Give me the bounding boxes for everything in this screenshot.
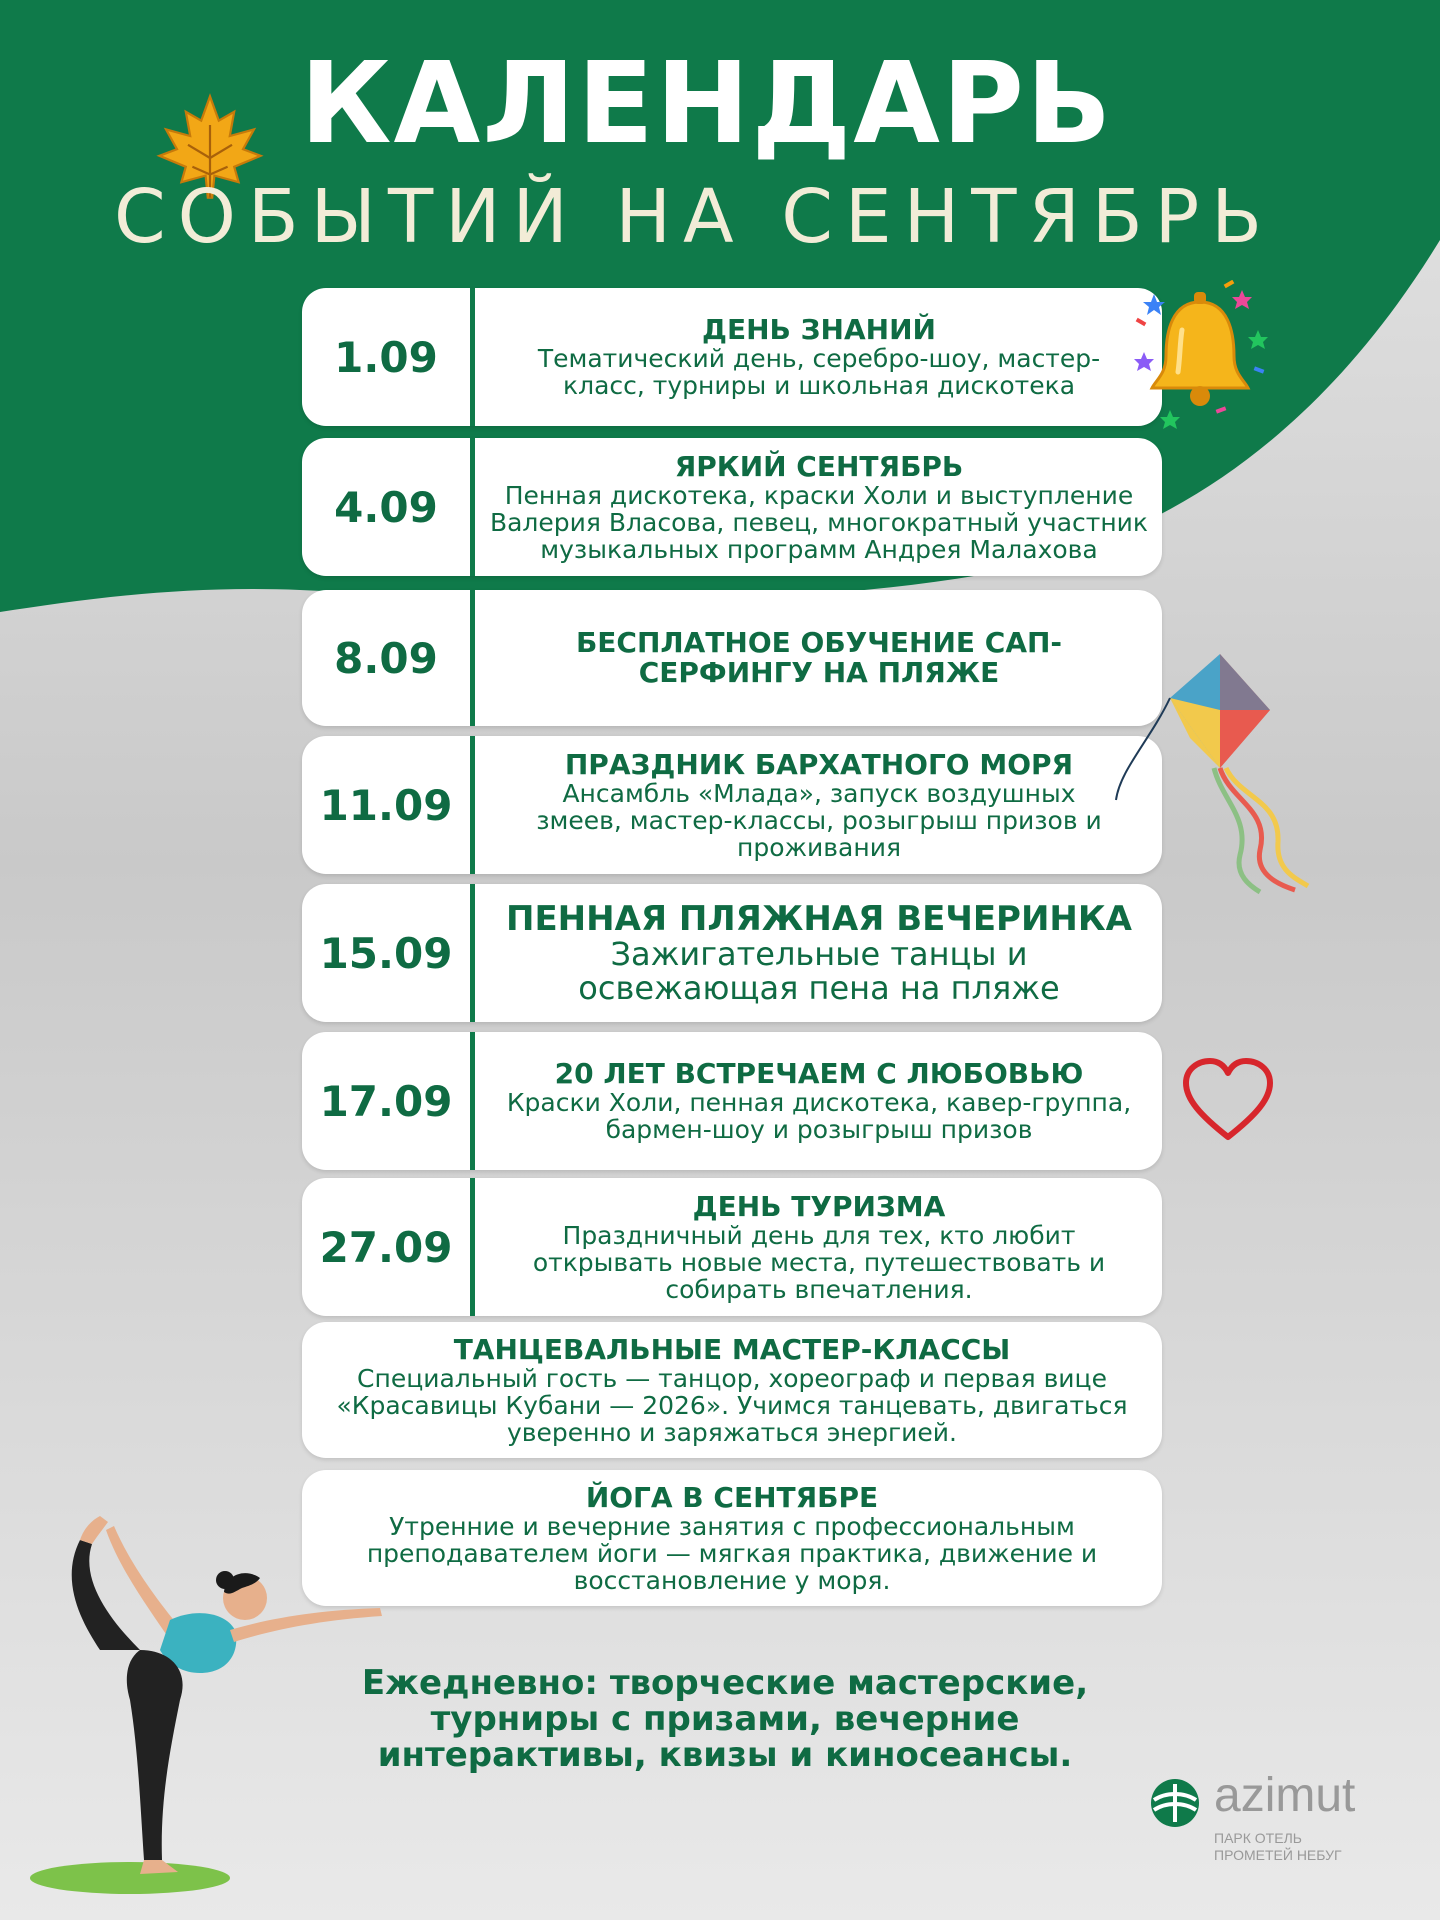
event-description: Пенная дискотека, краски Холи и выступление Валерия Власова, певец, многократный участник музыкальных программ Андрея Малахова: [489, 480, 1149, 564]
event-description: Зажигательные танцы и освежающая пена на пляже: [578, 935, 1060, 1007]
heart-icon: [1180, 1055, 1276, 1145]
event-date: 4.09: [334, 482, 438, 532]
card-divider: [470, 884, 475, 1022]
page-title: КАЛЕНДАРЬ: [300, 39, 1114, 169]
event-date: 17.09: [319, 1076, 453, 1126]
event-date: 11.09: [319, 780, 453, 830]
event-date: 8.09: [334, 633, 438, 683]
page-subtitle: СОБЫТИЙ НА СЕНТЯБРЬ: [114, 174, 1275, 260]
card-divider: [470, 288, 475, 426]
event-card: [302, 1032, 1162, 1170]
card-divider: [470, 1178, 475, 1316]
event-title: ТАНЦЕВАЛЬНЫЕ МАСТЕР-КЛАССЫ: [453, 1332, 1011, 1366]
kite-icon: [1110, 650, 1350, 900]
event-title: ПЕННАЯ ПЛЯЖНАЯ ВЕЧЕРИНКА: [506, 899, 1132, 939]
event-title: ЯРКИЙ СЕНТЯБРЬ: [674, 449, 964, 483]
event-card: [302, 288, 1162, 426]
card-divider: [470, 736, 475, 874]
event-description: Утренние и вечерние занятия с профессиональным преподавателем йоги — мягкая практика, движение и восстановление у моря.: [366, 1511, 1098, 1595]
event-description: Специальный гость — танцор, хореограф и первая вице «Красавицы Кубани — 2026». Учимся танцевать, двигаться уверенно и заряжаться энергией.: [336, 1363, 1128, 1447]
daily-note: Ежедневно: творческие мастерские, турниры с призами, вечерние интерактивы, квизы и киносеансы.: [361, 1663, 1089, 1775]
event-card: [302, 438, 1162, 576]
event-card: [302, 1178, 1162, 1316]
event-title: БЕСПЛАТНОЕ ОБУЧЕНИЕ САП-СЕРФИНГУ НА ПЛЯЖЕ: [575, 626, 1063, 689]
event-date: 15.09: [319, 928, 453, 978]
event-date: 1.09: [334, 332, 438, 382]
event-card: [302, 1322, 1162, 1458]
event-title: ЙОГА В СЕНТЯБРЕ: [585, 1480, 879, 1514]
logo-subtitle: ПАРК ОТЕЛЬ ПРОМЕТЕЙ НЕБУГ: [1214, 1830, 1342, 1863]
event-date: 27.09: [319, 1222, 453, 1272]
azimut-logo: [1150, 1769, 1356, 1863]
event-description: Тематический день, серебро-шоу, мастер-класс, турниры и школьная дискотека: [537, 344, 1101, 400]
event-description: Праздничный день для тех, кто любит открывать новые места, путешествовать и собирать впечатления.: [532, 1220, 1106, 1304]
event-description: Ансамбль «Млада», запуск воздушных змеев, мастер-классы, розыгрыш призов и проживания: [536, 778, 1102, 862]
event-title: ПРАЗДНИК БАРХАТНОГО МОРЯ: [564, 747, 1074, 781]
event-description: Краски Холи, пенная дискотека, кавер-группа, бармен-шоу и розыгрыш призов: [506, 1088, 1132, 1144]
bell-icon: [1130, 280, 1270, 430]
card-divider: [470, 1032, 475, 1170]
event-card: [302, 884, 1162, 1022]
card-divider: [470, 438, 475, 576]
card-divider: [470, 590, 475, 726]
logo-name: azimut: [1214, 1769, 1356, 1822]
event-title: 20 ЛЕТ ВСТРЕЧАЕМ С ЛЮБОВЬЮ: [554, 1057, 1084, 1090]
event-title: ДЕНЬ ЗНАНИЙ: [702, 313, 936, 346]
event-title: ДЕНЬ ТУРИЗМА: [692, 1189, 946, 1223]
azimut-logo-icon: [1150, 1778, 1200, 1828]
event-card: [302, 736, 1162, 874]
event-card: [302, 1470, 1162, 1606]
yoga-figure-icon: [20, 1500, 410, 1900]
event-card: [302, 590, 1162, 726]
